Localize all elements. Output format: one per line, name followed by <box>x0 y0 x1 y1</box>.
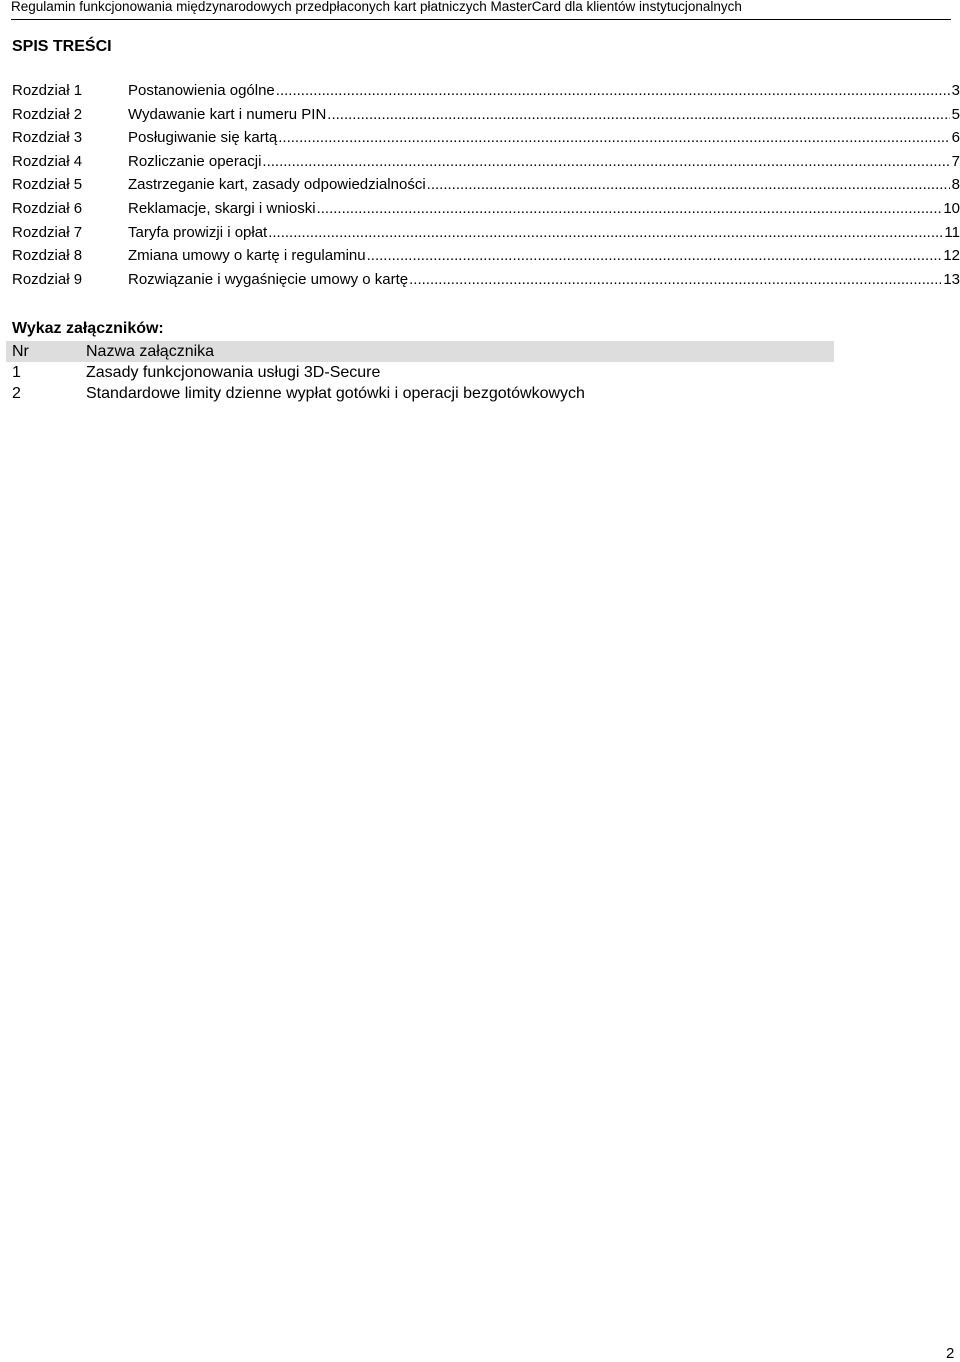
toc-heading: SPIS TREŚCI <box>12 38 112 55</box>
toc-dot-leader <box>262 150 949 174</box>
toc-chapter-label: Rozdział 8 <box>12 247 83 265</box>
toc-dot-leader <box>317 197 942 221</box>
toc-entry[interactable] <box>12 268 960 292</box>
toc-chapter-title: Wydawanie kart i numeru PIN <box>128 105 327 123</box>
running-header: Regulamin funkcjonowania międzynarodowych przedpłaconych kart płatniczych MasterCard dla klientów instytucjonalnych <box>11 0 742 14</box>
toc-chapter-label: Rozdział 9 <box>12 270 83 288</box>
toc-page-number: 5 <box>951 105 960 123</box>
table-row <box>6 362 834 383</box>
toc-chapter-label: Rozdział 4 <box>12 152 83 170</box>
toc-chapter-title: Postanowienia ogólne <box>128 82 275 99</box>
page-number: 2 <box>946 1345 955 1362</box>
toc-chapter-title: Zastrzeganie kart, zasady odpowiedzialności <box>128 176 426 194</box>
annex-name: Zasady funkcjonowania usługi 3D-Secure <box>86 364 381 381</box>
toc-chapter-title: Rozwiązanie i wygaśnięcie umowy o kartę <box>128 270 409 288</box>
toc-page-number: 3 <box>951 82 960 99</box>
table-of-contents <box>12 79 960 291</box>
toc-entry[interactable] <box>12 221 960 245</box>
annex-table <box>6 341 834 404</box>
toc-entry[interactable] <box>12 173 960 197</box>
toc-dot-leader <box>427 173 950 197</box>
toc-chapter-title: Taryfa prowizji i opłat <box>128 223 268 241</box>
toc-page-number: 13 <box>943 270 960 288</box>
toc-page-number: 12 <box>943 247 960 265</box>
table-row <box>6 383 834 404</box>
toc-dot-leader <box>367 244 942 268</box>
annex-column-name: Nazwa załącznika <box>86 343 215 360</box>
annex-nr: 2 <box>12 385 21 402</box>
annex-table-header <box>6 341 834 362</box>
toc-dot-leader <box>276 79 950 103</box>
toc-entry[interactable] <box>12 79 960 103</box>
toc-page-number: 6 <box>951 129 960 147</box>
toc-chapter-label: Rozdział 5 <box>12 176 83 194</box>
toc-page-number: 7 <box>951 152 960 170</box>
toc-entry[interactable] <box>12 103 960 127</box>
toc-entry[interactable] <box>12 150 960 174</box>
toc-entry[interactable] <box>12 126 960 150</box>
toc-page-number: 11 <box>944 223 960 241</box>
toc-entry[interactable] <box>12 244 960 268</box>
toc-chapter-label: Rozdział 7 <box>12 223 83 241</box>
toc-chapter-label: Rozdział 3 <box>12 129 83 147</box>
annex-name: Standardowe limity dzienne wypłat gotówki i operacji bezgotówkowych <box>86 385 585 402</box>
toc-dot-leader <box>278 126 949 150</box>
toc-dot-leader <box>327 103 949 127</box>
toc-entry[interactable] <box>12 197 960 221</box>
toc-chapter-label: Rozdział 6 <box>12 199 83 217</box>
header-divider <box>11 19 951 20</box>
annex-nr: 1 <box>12 364 21 381</box>
annex-list-heading: Wykaz załączników: <box>12 320 164 337</box>
toc-chapter-title: Posługiwanie się kartą <box>128 129 278 147</box>
toc-chapter-label: Rozdział 1 <box>12 82 83 99</box>
toc-dot-leader <box>268 221 942 245</box>
toc-chapter-title: Reklamacje, skargi i wnioski <box>128 199 316 217</box>
toc-chapter-label: Rozdział 2 <box>12 105 83 123</box>
toc-page-number: 8 <box>951 176 960 194</box>
toc-dot-leader <box>409 268 941 292</box>
toc-chapter-title: Zmiana umowy o kartę i regulaminu <box>128 247 366 265</box>
annex-column-nr: Nr <box>12 343 29 360</box>
toc-page-number: 10 <box>943 199 960 217</box>
toc-chapter-title: Rozliczanie operacji <box>128 152 262 170</box>
